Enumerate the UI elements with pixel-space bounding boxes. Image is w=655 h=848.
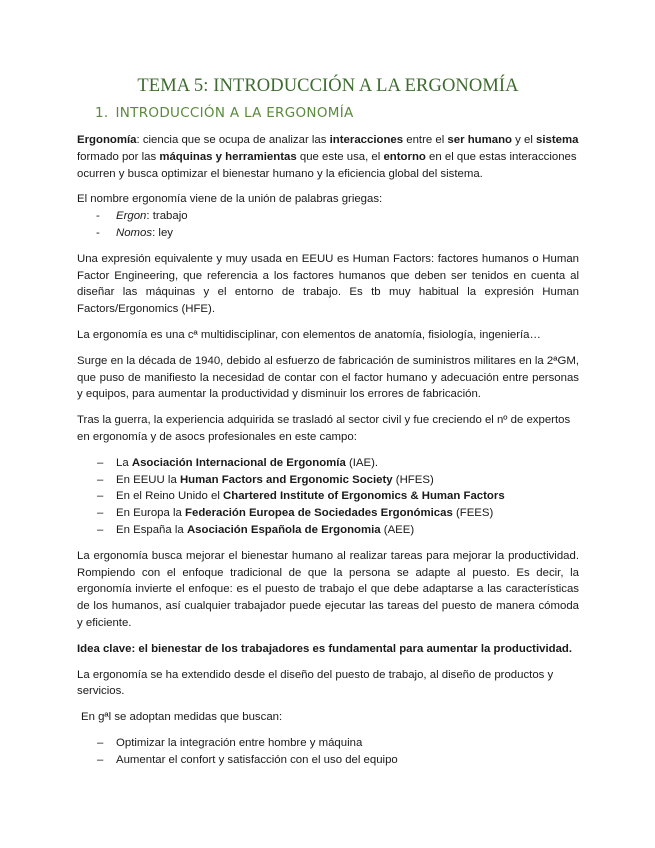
paragraph-human-factors: Una expresión equivalente y muy usada en EEUU es Human Factors: factores humanos o Human Factor Engineering, que referencia a los factores humanos que deben ser tenidos en cuenta al diseñar las máquinas y el entorno de trabajo. Es tb muy habitual la expresión Human Factors/Ergonomics (HFE). [77, 252, 579, 316]
paragraph-definition: Ergonomía: ciencia que se ocupa de analizar las interacciones entre el ser humano y el sistema formado por las máquinas y herramientas que este usa, el entorno en el que estas interacciones ocurren y busca optimizar el bienestar humano y la eficiencia global del sistema. [77, 134, 579, 180]
list-item: - Nomos: ley [96, 226, 173, 239]
paragraph-multidisciplinary: La ergonomía es una cª multidisciplinar, con elementos de anatomía, fisiología, ingeniería… [77, 328, 541, 341]
key-idea: Idea clave: el bienestar de los trabajadores es fundamental para aumentar la productividad. [77, 642, 573, 655]
list-item: – Aumentar el confort y satisfacción con el uso del equipo [97, 753, 398, 766]
list-item: – En el Reino Unido el Chartered Institute of Ergonomics & Human Factors [97, 490, 505, 503]
organizations-list [77, 455, 579, 539]
section-title: INTRODUCCIÓN A LA ERGONOMÍA [115, 105, 354, 121]
list-item: – En Europa la Federación Europea de Sociedades Ergonómicas (FEES) [97, 507, 494, 520]
list-item: – En España la Asociación Española de Ergonomia (AEE) [97, 523, 415, 536]
paragraph-etymology: El nombre ergonomía viene de la unión de palabras griegas: [77, 193, 383, 206]
list-item: – En EEUU la Human Factors and Ergonomic Society (HFES) [97, 473, 434, 486]
paragraph-extension: La ergonomía se ha extendido desde el diseño del puesto de trabajo, al diseño de productos y servicios. [77, 668, 554, 698]
term-ergonomia: Ergonomía [77, 134, 137, 146]
paragraph-measures-intro: En gªl se adoptan medidas que buscan: [81, 711, 283, 724]
paragraph-origin: Surge en la década de 1940, debido al esfuerzo de fabricación de suministros militares en la 2ªGM, que puso de manifiesto la necesidad de contar con el factor humano y adecuación entre personas y equipos, para aumentar la productividad y disminuir los errores de fabricación. [77, 354, 579, 401]
document-title: TEMA 5: INTRODUCCIÓN A LA ERGONOMÍA [137, 76, 519, 96]
section-heading [95, 105, 579, 121]
paragraph-approach: La ergonomía busca mejorar el bienestar humano al realizar tareas para mejorar la productividad. Rompiendo con el enfoque tradicional de que la persona se adapte al puesto. Es decir, la ergonomía invierte el enfoque: es el puesto de trabajo el que debe adaptarse a las características de los humanos, así cualquier trabajador puede ejecutar las tareas del puesto de manera cómoda y eficiente. [77, 549, 579, 629]
greek-roots-list [77, 208, 579, 242]
measures-list [77, 735, 579, 769]
section-number: 1. [95, 105, 109, 121]
list-item: – Optimizar la integración entre hombre y máquina [97, 736, 363, 749]
list-item: – La Asociación Internacional de Ergonomía (IAE). [97, 456, 379, 469]
list-item: - Ergon: trabajo [96, 210, 188, 223]
paragraph-postwar: Tras la guerra, la experiencia adquirida se trasladó al sector civil y fue creciendo el nº de expertos en ergonomía y de asocs profesionales en este campo: [77, 414, 571, 443]
